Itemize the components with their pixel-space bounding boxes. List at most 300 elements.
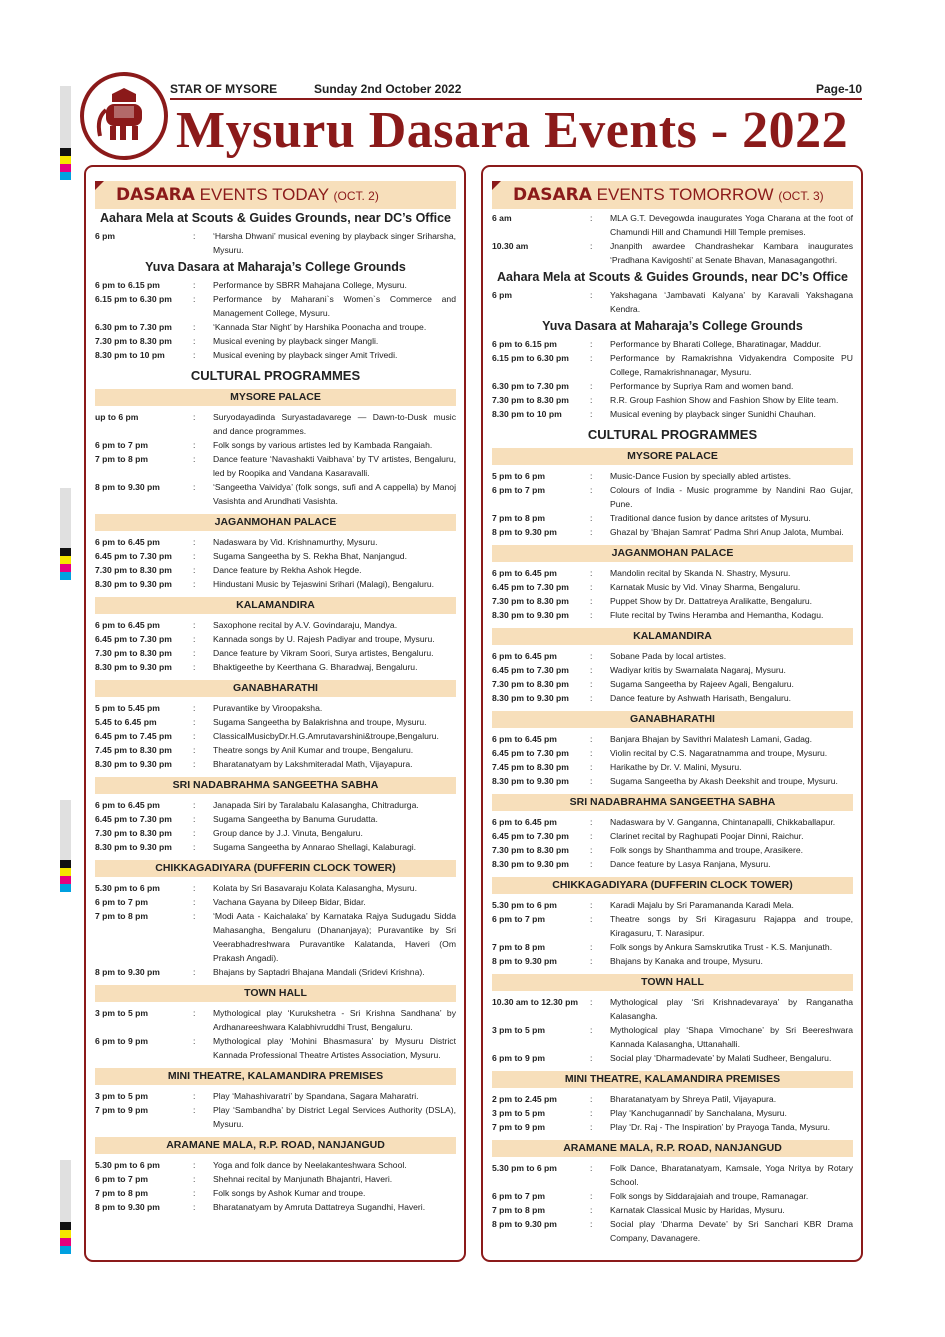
event-row: [95, 618, 456, 632]
event-row: [492, 857, 853, 871]
venue-section: [492, 877, 853, 968]
separator-colon: :: [193, 662, 196, 672]
venue-section: [492, 319, 853, 421]
event-time: 6.45 pm to 7.30 pm: [492, 582, 569, 592]
event-row: [95, 757, 456, 771]
event-time: 6 pm to 6.45 pm: [492, 568, 557, 578]
separator-colon: :: [590, 1191, 593, 1201]
event-row: [95, 743, 456, 757]
event-time: 8.30 pm to 9.30 pm: [95, 759, 172, 769]
venue-section: [492, 211, 853, 267]
separator-colon: :: [193, 1188, 196, 1198]
event-time: 6.15 pm to 6.30 pm: [492, 353, 569, 363]
separator-colon: :: [590, 290, 593, 300]
registration-marks-top: [60, 86, 71, 180]
event-row: [95, 701, 456, 715]
page-title: Mysuru Dasara Events - 2022: [176, 102, 849, 159]
event-row: [95, 348, 456, 362]
event-description: Dance feature by Rekha Ashok Hegde.: [213, 565, 362, 575]
venue-title: Yuva Dasara at Maharaja’s College Grounds: [542, 319, 803, 333]
event-row: [492, 912, 853, 940]
venue-band-title: KALAMANDIRA: [492, 628, 853, 645]
registration-marks-mid2: [60, 800, 71, 892]
event-description: MLA G.T. Devegowda inaugurates Yoga Charana at the foot of Chamundi Hill and Chamundi Hill Temple premises.: [610, 213, 853, 237]
event-time: 8 pm to 9.30 pm: [492, 1219, 557, 1229]
event-description: Flute recital by Twins Heramba and Hemantha, Kodagu.: [610, 610, 824, 620]
event-time: 5.30 pm to 6 pm: [95, 1160, 160, 1170]
event-description: Musical evening by playback singer Amit Trivedi.: [213, 350, 398, 360]
event-description: Social play ‘Dharmadevate’ by Malati Sudheer, Bengaluru.: [610, 1053, 832, 1063]
event-time: 8.30 pm to 9.30 pm: [95, 842, 172, 852]
event-row: [492, 393, 853, 407]
separator-colon: :: [193, 440, 196, 450]
separator-colon: :: [193, 565, 196, 575]
event-row: [492, 337, 853, 351]
event-description: R.R. Group Fashion Show and Fashion Show by Elite team.: [610, 395, 839, 405]
event-description: ‘Harsha Dhwani’ musical evening by playback singer Sriharsha, Mysuru.: [213, 231, 456, 255]
separator-colon: :: [193, 1091, 196, 1101]
separator-colon: :: [193, 759, 196, 769]
event-time: 7.30 pm to 8.30 pm: [95, 565, 172, 575]
event-row: [492, 843, 853, 857]
event-description: Dance feature by Vikram Soori, Surya artistes, Bengaluru.: [213, 648, 434, 658]
event-description: Karnatak Classical Music by Haridas, Mysuru.: [610, 1205, 785, 1215]
event-row: [95, 1186, 456, 1200]
event-time: 6 pm to 6.45 pm: [95, 800, 160, 810]
separator-colon: :: [193, 620, 196, 630]
separator-colon: :: [193, 294, 196, 304]
event-description: Mythological play ‘Kurukshetra - Sri Krishna Sandhana’ by Ardhanareeshwara Kalabhivruddhi Trust, Bengaluru.: [213, 1008, 456, 1032]
event-time: 6 pm to 6.45 pm: [492, 651, 557, 661]
event-row: [492, 1120, 853, 1134]
separator-colon: :: [193, 412, 196, 422]
venue-section: [492, 270, 853, 316]
event-description: Group dance by J.J. Vinuta, Bengaluru.: [213, 828, 363, 838]
event-description: Sugama Sangeetha by Akash Deekshit and troupe, Mysuru.: [610, 776, 838, 786]
event-row: [492, 995, 853, 1023]
separator-colon: :: [590, 1122, 593, 1132]
event-time: 8 pm to 9.30 pm: [492, 956, 557, 966]
event-row: [95, 577, 456, 591]
venue-band-title: KALAMANDIRA: [95, 597, 456, 614]
event-row: [95, 1158, 456, 1172]
event-description: Play ‘Sambandha’ by District Legal Services Authority (DSLA), Mysuru.: [213, 1105, 456, 1129]
separator-colon: :: [193, 231, 196, 241]
separator-colon: :: [590, 1108, 593, 1118]
event-row: [95, 632, 456, 646]
separator-colon: :: [193, 814, 196, 824]
separator-colon: :: [590, 762, 593, 772]
event-time: 6.45 pm to 7.30 pm: [492, 665, 569, 675]
event-time: 10.30 am: [492, 241, 529, 251]
venue-band-title: TOWN HALL: [95, 985, 456, 1002]
event-row: [95, 563, 456, 577]
event-row: [492, 594, 853, 608]
separator-colon: :: [193, 967, 196, 977]
header-info-line: [170, 80, 862, 100]
event-description: Play ‘Dr. Raj - The Inspiration’ by Prayoga Tanda, Mysuru.: [610, 1122, 831, 1132]
event-description: Wadiyar kritis by Swarnalata Nagaraj, Mysuru.: [610, 665, 786, 675]
venue-section: [95, 514, 456, 591]
event-description: Mythological play ‘Shapa Vimochane’ by Sri Beereshwara Kannada Kalasangha, Uttanahalli.: [610, 1025, 853, 1049]
event-time: 8.30 pm to 10 pm: [492, 409, 562, 419]
event-time: 8.30 pm to 9.30 pm: [492, 776, 569, 786]
venue-section: [95, 1068, 456, 1131]
event-description: Puravantike by Viroopaksha.: [213, 703, 323, 713]
separator-colon: :: [590, 997, 593, 1007]
event-row: [492, 1051, 853, 1065]
event-description: Dance feature by Lasya Ranjana, Mysuru.: [610, 859, 771, 869]
separator-colon: :: [193, 350, 196, 360]
separator-colon: :: [590, 381, 593, 391]
venue-band-title: TOWN HALL: [492, 974, 853, 991]
page-number: Page-10: [815, 82, 862, 96]
event-description: Traditional dance fusion by dance aritstes of Mysuru.: [610, 513, 811, 523]
event-time: 6 pm to 9 pm: [95, 1036, 149, 1046]
event-time: 3 pm to 5 pm: [95, 1008, 149, 1018]
separator-colon: :: [590, 734, 593, 744]
venue-band-title: MINI THEATRE, KALAMANDIRA PREMISES: [95, 1068, 456, 1085]
event-row: [95, 292, 456, 320]
event-row: [492, 1092, 853, 1106]
event-time: 7 pm to 9 pm: [95, 1105, 149, 1115]
event-description: Folk songs by Shanthamma and troupe, Arasikere.: [610, 845, 803, 855]
separator-colon: :: [590, 610, 593, 620]
event-description: Folk songs by Siddarajaiah and troupe, Ramanagar.: [610, 1191, 809, 1201]
separator-colon: :: [590, 596, 593, 606]
events-today-list: [95, 211, 456, 1214]
event-row: [95, 729, 456, 743]
venue-section: [492, 427, 853, 442]
event-row: [492, 525, 853, 539]
corner-triangle-icon: [95, 181, 104, 190]
event-time: 6.30 pm to 7.30 pm: [95, 322, 172, 332]
event-row: [492, 379, 853, 393]
event-row: [492, 566, 853, 580]
events-tomorrow-list: [492, 211, 853, 1245]
event-time: 7.30 pm to 8.30 pm: [492, 845, 569, 855]
event-time: 7.45 pm to 8.30 pm: [95, 745, 172, 755]
event-description: Bhajans by Kanaka and troupe, Mysuru.: [610, 956, 763, 966]
venue-section: [95, 597, 456, 674]
separator-colon: :: [590, 1053, 593, 1063]
event-description: Musical evening by playback singer Sunidhi Chauhan.: [610, 409, 816, 419]
venue-band-title: SRI NADABRAHMA SANGEETHA SABHA: [95, 777, 456, 794]
event-time: 6 pm to 6.15 pm: [492, 339, 557, 349]
events-tomorrow-heading: [492, 181, 853, 209]
event-time: 6.30 pm to 7.30 pm: [492, 381, 569, 391]
event-description: Clarinet recital by Raghupati Poojar Dinni, Raichur.: [610, 831, 804, 841]
event-description: Folk songs by Ashok Kumar and troupe.: [213, 1188, 366, 1198]
event-row: [492, 469, 853, 483]
event-description: ClassicalMusicbyDr.H.G.Amrutavarshini&troupe,Bengaluru.: [213, 731, 439, 741]
event-row: [492, 940, 853, 954]
venue-section: [95, 368, 456, 383]
venue-band-title: JAGANMOHAN PALACE: [492, 545, 853, 562]
venue-band-title: ARAMANE MALA, R.P. ROAD, NANJANGUD: [492, 1140, 853, 1157]
separator-colon: :: [193, 280, 196, 290]
separator-colon: :: [590, 409, 593, 419]
venue-section: [95, 860, 456, 979]
event-description: Folk Dance, Bharatanatyam, Kamsale, Yoga Nritya by Rotary School.: [610, 1163, 853, 1187]
event-time: 5.30 pm to 6 pm: [492, 900, 557, 910]
event-description: Yakshagana ‘Jambavati Kalyana’ by Karavali Yakshagana Kendra.: [610, 290, 853, 314]
separator-colon: :: [193, 537, 196, 547]
event-row: [95, 452, 456, 480]
separator-colon: :: [193, 897, 196, 907]
event-row: [492, 829, 853, 843]
venue-section: [492, 1071, 853, 1134]
event-description: Janapada Siri by Taralabalu Kalasangha, Chitradurga.: [213, 800, 419, 810]
separator-colon: :: [590, 213, 593, 223]
event-row: [492, 1189, 853, 1203]
separator-colon: :: [193, 579, 196, 589]
separator-colon: :: [193, 1202, 196, 1212]
event-row: [95, 320, 456, 334]
event-row: [492, 1161, 853, 1189]
event-row: [95, 660, 456, 674]
event-row: [95, 840, 456, 854]
event-description: Jnanpith awardee Chandrashekar Kambara inaugurates ‘Pradhana Kavigoshti’ at Senate Bhavan, Manasagangothri.: [610, 241, 853, 265]
event-time: 8 pm to 9.30 pm: [95, 1202, 160, 1212]
event-time: 6 pm to 6.45 pm: [95, 620, 160, 630]
separator-colon: :: [193, 703, 196, 713]
event-description: Nadaswara by Vid. Krishnamurthy, Mysuru.: [213, 537, 378, 547]
event-time: 6 pm: [95, 231, 116, 241]
separator-colon: :: [193, 1008, 196, 1018]
event-time: 8 pm to 9.30 pm: [492, 527, 557, 537]
event-time: 6 pm to 7 pm: [95, 440, 149, 450]
event-time: 5.30 pm to 6 pm: [95, 883, 160, 893]
event-time: 8.30 pm to 9.30 pm: [492, 859, 569, 869]
event-row: [492, 954, 853, 968]
separator-colon: :: [590, 679, 593, 689]
separator-colon: :: [590, 845, 593, 855]
separator-colon: :: [590, 665, 593, 675]
paper-name: STAR OF MYSORE: [170, 82, 278, 96]
separator-colon: :: [193, 800, 196, 810]
event-row: [95, 1103, 456, 1131]
elephant-emblem-logo: [80, 72, 168, 160]
separator-colon: :: [590, 900, 593, 910]
event-description: Bharatanatyam by Lakshmiteradal Math, Vijayapura.: [213, 759, 413, 769]
separator-colon: :: [590, 1094, 593, 1104]
venue-section: [492, 711, 853, 788]
venue-section: [492, 628, 853, 705]
event-description: Sugama Sangeetha by Rajeev Agali, Bengaluru.: [610, 679, 794, 689]
event-time: 6 pm to 6.45 pm: [95, 537, 160, 547]
separator-colon: :: [193, 322, 196, 332]
event-description: Play ‘Kanchugannadi’ by Sanchalana, Mysuru.: [610, 1108, 787, 1118]
separator-colon: :: [193, 883, 196, 893]
event-description: Folk songs by various artistes led by Kambada Rangaiah.: [213, 440, 433, 450]
cultural-programmes-heading: CULTURAL PROGRAMMES: [190, 368, 361, 383]
separator-colon: :: [590, 817, 593, 827]
event-row: [95, 229, 456, 257]
event-row: [95, 646, 456, 660]
separator-colon: :: [590, 582, 593, 592]
event-time: 7.30 pm to 8.30 pm: [492, 679, 569, 689]
event-description: Puppet Show by Dr. Dattatreya Aralikatte, Bengaluru.: [610, 596, 813, 606]
event-description: Folk songs by Ankura Samskrutika Trust - K.S. Manjunath.: [610, 942, 833, 952]
event-description: Bharatanatyam by Shreya Patil, Vijayapura.: [610, 1094, 777, 1104]
event-time: 6 pm to 9 pm: [492, 1053, 546, 1063]
event-description: Play ‘Mahashivaratri’ by Spandana, Sagara Maharatri.: [213, 1091, 419, 1101]
separator-colon: :: [193, 1174, 196, 1184]
event-time: 6 pm: [492, 290, 513, 300]
separator-colon: :: [193, 1105, 196, 1115]
event-description: Vachana Gayana by Dileep Bidar, Bidar.: [213, 897, 366, 907]
venue-section: [95, 211, 456, 257]
event-row: [95, 1034, 456, 1062]
venue-title: Aahara Mela at Scouts & Guides Grounds, near DC’s Office: [99, 211, 451, 225]
venue-band-title: MYSORE PALACE: [492, 448, 853, 465]
event-description: Shehnai recital by Manjunath Bhajantri, Haveri.: [213, 1174, 393, 1184]
event-row: [492, 1217, 853, 1245]
separator-colon: :: [193, 648, 196, 658]
venue-band-title: GANABHARATHI: [95, 680, 456, 697]
event-time: 6 pm to 7 pm: [95, 1174, 149, 1184]
separator-colon: :: [193, 482, 196, 492]
corner-triangle-icon: [492, 181, 501, 190]
event-description: Performance by Ramakrishna Vidyakendra Composite PU College, Ramakrishnanagar, Mysuru.: [610, 353, 853, 377]
event-time: 7 pm to 8 pm: [492, 513, 546, 523]
event-description: Mythological play ‘Sri Krishnadevaraya’ by Ranganatha Kalasangha.: [610, 997, 853, 1021]
event-description: Performance by Maharani`s Women`s Commerce and Management College, Mysuru.: [213, 294, 456, 318]
heading-main: EVENTS TOMORROW: [596, 185, 774, 204]
event-row: [492, 580, 853, 594]
venue-section: [95, 777, 456, 854]
event-row: [95, 798, 456, 812]
separator-colon: :: [193, 1160, 196, 1170]
event-time: 3 pm to 5 pm: [492, 1025, 546, 1035]
event-time: up to 6 pm: [95, 412, 139, 422]
event-row: [95, 438, 456, 452]
event-description: Colours of India - Music programme by Nandini Rao Gujar, Pune.: [610, 485, 853, 509]
event-time: 6 pm to 7 pm: [492, 485, 546, 495]
separator-colon: :: [590, 942, 593, 952]
event-row: [492, 677, 853, 691]
event-time: 6.45 pm to 7.30 pm: [492, 831, 569, 841]
event-row: [492, 1023, 853, 1051]
event-time: 7 pm to 8 pm: [95, 911, 149, 921]
event-row: [95, 334, 456, 348]
separator-colon: :: [590, 1163, 593, 1173]
event-row: [95, 812, 456, 826]
separator-colon: :: [193, 731, 196, 741]
separator-colon: :: [590, 956, 593, 966]
event-row: [492, 732, 853, 746]
event-row: [492, 351, 853, 379]
event-row: [492, 815, 853, 829]
venue-band-title: ARAMANE MALA, R.P. ROAD, NANJANGUD: [95, 1137, 456, 1154]
event-row: [492, 760, 853, 774]
venue-band-title: CHIKKAGADIYARA (DUFFERIN CLOCK TOWER): [95, 860, 456, 877]
event-description: Violin recital by C.S. Nagaratnamma and troupe, Mysuru.: [610, 748, 828, 758]
event-description: Karnatak Music by Vid. Vinay Sharma, Bengaluru.: [610, 582, 801, 592]
venue-title: Aahara Mela at Scouts & Guides Grounds, near DC’s Office: [496, 270, 848, 284]
event-description: Saxophone recital by A.V. Govindaraju, Mandya.: [213, 620, 398, 630]
event-description: Performance by SBRR Mahajana College, Mysuru.: [213, 280, 407, 290]
event-time: 6 pm to 6.45 pm: [492, 817, 557, 827]
venue-band-title: SRI NADABRAHMA SANGEETHA SABHA: [492, 794, 853, 811]
event-row: [492, 649, 853, 663]
separator-colon: :: [590, 485, 593, 495]
venue-section: [492, 545, 853, 622]
event-description: Performance by Bharati College, Bharatinagar, Maddur.: [610, 339, 822, 349]
event-time: 6.15 pm to 6.30 pm: [95, 294, 172, 304]
event-row: [492, 774, 853, 788]
separator-colon: :: [193, 336, 196, 346]
event-time: 6 pm to 7 pm: [492, 1191, 546, 1201]
event-description: Nadaswara by V. Ganganna, Chintanapalli, Chikkaballapur.: [610, 817, 836, 827]
event-row: [492, 288, 853, 316]
separator-colon: :: [590, 776, 593, 786]
separator-colon: :: [193, 717, 196, 727]
separator-colon: :: [590, 568, 593, 578]
event-time: 7.30 pm to 8.30 pm: [95, 648, 172, 658]
venue-title: Yuva Dasara at Maharaja’s College Grounds: [145, 260, 406, 274]
event-time: 7.45 pm to 8.30 pm: [492, 762, 569, 772]
event-row: [492, 1203, 853, 1217]
separator-colon: :: [193, 454, 196, 464]
event-time: 6.45 pm to 7.45 pm: [95, 731, 172, 741]
event-time: 8 pm to 9.30 pm: [95, 967, 160, 977]
separator-colon: :: [590, 1219, 593, 1229]
event-time: 3 pm to 5 pm: [95, 1091, 149, 1101]
separator-colon: :: [590, 241, 593, 251]
event-row: [95, 715, 456, 729]
event-row: [95, 1089, 456, 1103]
events-today-column: [84, 165, 466, 1262]
heading-main: EVENTS TODAY: [199, 185, 329, 204]
event-row: [492, 239, 853, 267]
heading-dasara: DASARA: [116, 185, 195, 205]
cultural-programmes-heading: CULTURAL PROGRAMMES: [587, 427, 758, 442]
event-description: Sugama Sangeetha by S. Rekha Bhat, Nanjangud.: [213, 551, 407, 561]
venue-band-title: MINI THEATRE, KALAMANDIRA PREMISES: [492, 1071, 853, 1088]
event-description: Dance feature by Ashwath Harisath, Bengaluru.: [610, 693, 792, 703]
event-description: Yoga and folk dance by Neelakanteshwara School.: [213, 1160, 407, 1170]
event-time: 7.30 pm to 8.30 pm: [492, 395, 569, 405]
venue-section: [95, 680, 456, 771]
event-time: 10.30 am to 12.30 pm: [492, 997, 578, 1007]
event-description: Bharatanatyam by Amruta Dattatreya Sugandhi, Haveri.: [213, 1202, 426, 1212]
event-time: 7.30 pm to 8.30 pm: [95, 336, 172, 346]
event-description: Musical evening by playback singer Mangli.: [213, 336, 379, 346]
issue-date: Sunday 2nd October 2022: [314, 82, 462, 96]
separator-colon: :: [193, 634, 196, 644]
event-time: 8.30 pm to 9.30 pm: [492, 610, 569, 620]
event-description: Sobane Pada by local artistes.: [610, 651, 727, 661]
separator-colon: :: [590, 471, 593, 481]
separator-colon: :: [590, 1025, 593, 1035]
event-time: 7.30 pm to 8.30 pm: [95, 828, 172, 838]
event-row: [95, 278, 456, 292]
event-row: [95, 909, 456, 965]
event-time: 6 pm to 7 pm: [95, 897, 149, 907]
separator-colon: :: [590, 353, 593, 363]
venue-section: [492, 1140, 853, 1245]
separator-colon: :: [590, 914, 593, 924]
event-row: [492, 746, 853, 760]
event-description: Sugama Sangeetha by Banuma Gurudatta.: [213, 814, 378, 824]
event-time: 6 am: [492, 213, 512, 223]
event-description: Mythological play ‘Mohini Bhasmasura’ by Mysuru District Kannada Professional Theatre Artistes Association, Mysuru.: [213, 1036, 456, 1060]
event-description: Harikathe by Dr. V. Malini, Mysuru.: [610, 762, 742, 772]
event-time: 3 pm to 5 pm: [492, 1108, 546, 1118]
page-header: [78, 70, 868, 162]
